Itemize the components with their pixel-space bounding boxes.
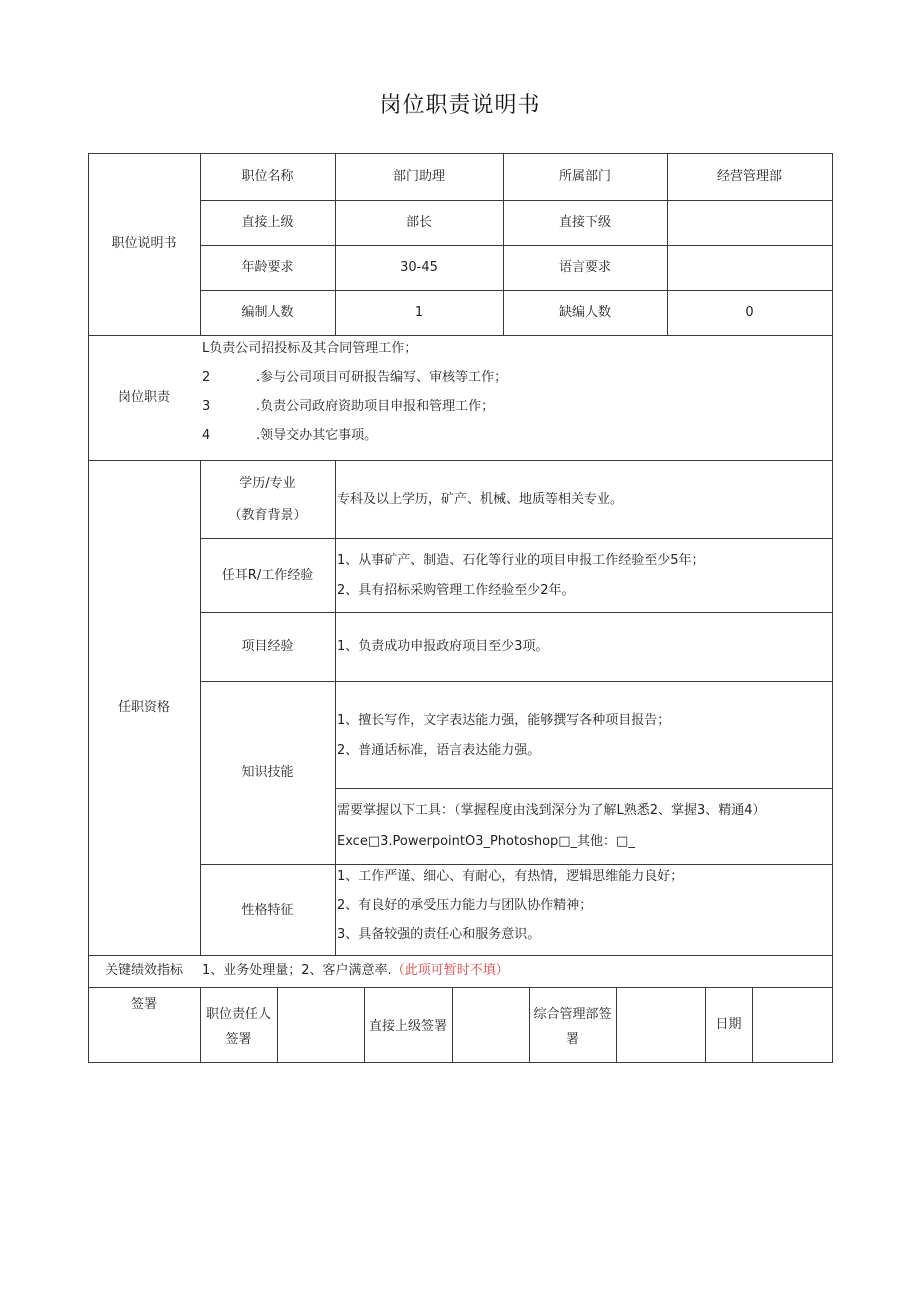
field-label: 语言要求 [558,260,611,275]
field-label: 编制人数 [241,305,294,320]
project-label: 项目经验 [241,639,294,654]
field-value: 部门助理 [392,169,445,184]
personality-label: 性格特征 [241,903,294,918]
signature-cell-label: 署 [565,1032,579,1047]
personality-line: 2、有良好的承受压力能力与团队协作精神； [337,898,593,913]
signature-cell-label: 直接上级签署 [368,1019,447,1034]
row-divider [200,864,833,865]
duty-item-text: .参与公司项目可研报告编写、审核等工作； [256,370,508,385]
kpi-text [202,963,509,979]
duty-item-number: 3 [202,399,211,414]
col-divider [200,460,201,956]
signature-cell-label: 职位责任人 [205,1007,271,1022]
field-value: 部长 [405,215,432,230]
signature-cell-label: 签署 [225,1032,252,1047]
project-text: 1、负责成功申报政府项目至少3项。 [337,639,549,654]
kpi-items: 1、业务处理量；2、客户满意率. [202,963,392,978]
section-label-qualifications: 任职资格 [117,700,170,715]
section-label-position: 职位说明书 [111,236,177,251]
row-divider [335,788,833,789]
col-divider [335,460,336,956]
skills-line: 2、普通话标准，语言表达能力强。 [337,743,541,758]
row-divider [200,681,833,682]
kpi-label: 关键绩效指标 [104,963,183,978]
personality-line: 3、具备较强的责任心和服务意识。 [337,927,541,942]
experience-line: 1、从事矿产、制造、石化等行业的项目申报工作经验至少5年； [337,553,705,568]
col-divider [529,987,530,1063]
field-label: 直接下级 [558,215,611,230]
field-label: 所属部门 [558,169,611,184]
col-divider [200,987,201,1063]
date-field[interactable] [752,988,832,1062]
duty-item-text: .负责公司政府资助项目申报和管理工作； [256,399,495,414]
education-sublabel: （教育背景） [228,508,307,523]
field-label: 职位名称 [241,169,294,184]
skills-line: 1、擅长写作，文字表达能力强，能够撰写各种项目报告； [337,713,671,728]
table-border-right [832,153,833,1063]
row-divider [200,245,833,246]
education-text: 专科及以上学历，矿产、机械、地质等相关专业。 [337,492,624,507]
education-label: 学历/专业 [239,476,296,491]
field-label: 缺编人数 [558,305,611,320]
signature-field[interactable] [277,988,364,1062]
tools-checklist: Exce□3.PowerpointO3_Photoshop□_其他：□_ [337,834,635,849]
signature-field[interactable] [616,988,705,1062]
field-label: 年龄要求 [241,260,294,275]
section-label-duties: 岗位职责 [117,390,170,405]
field-value: 1 [414,305,424,320]
experience-line: 2、具有招标采购管理工作经验至少2年。 [337,583,575,598]
field-label: 直接上级 [241,215,294,230]
row-divider [200,290,833,291]
field-value: 经营管理部 [716,169,782,184]
experience-label: 任耳R/工作经验 [221,568,314,583]
signature-label: 签署 [130,997,157,1012]
duty-item-number: 2 [202,370,211,385]
signature-cell-label: 综合管理部签 [533,1007,612,1022]
tools-line: 需要掌握以下工具：（掌握程度由浅到深分为了解L熟悉2、掌握3、精通4） [337,803,766,818]
signature-field[interactable] [452,988,529,1062]
row-divider [200,612,833,613]
row-divider [200,200,833,201]
duty-item-text: L负责公司招投标及其合同管理工作； [202,341,418,356]
kpi-note: （此项可暂时不填） [391,963,509,978]
row-divider [200,538,833,539]
duty-item-text: .领导交办其它事项。 [256,428,378,443]
duty-item-number: 4 [202,428,211,443]
date-label: 日期 [715,1017,742,1032]
personality-line: 1、工作严谨、细心、有耐心，有热情，逻辑思维能力良好； [337,869,684,884]
skills-label: 知识技能 [241,765,294,780]
field-value: 0 [745,305,754,320]
page-title: 岗位职责说明书 [379,93,541,118]
field-value: 30-45 [400,260,438,275]
table-border-left [88,153,89,1063]
